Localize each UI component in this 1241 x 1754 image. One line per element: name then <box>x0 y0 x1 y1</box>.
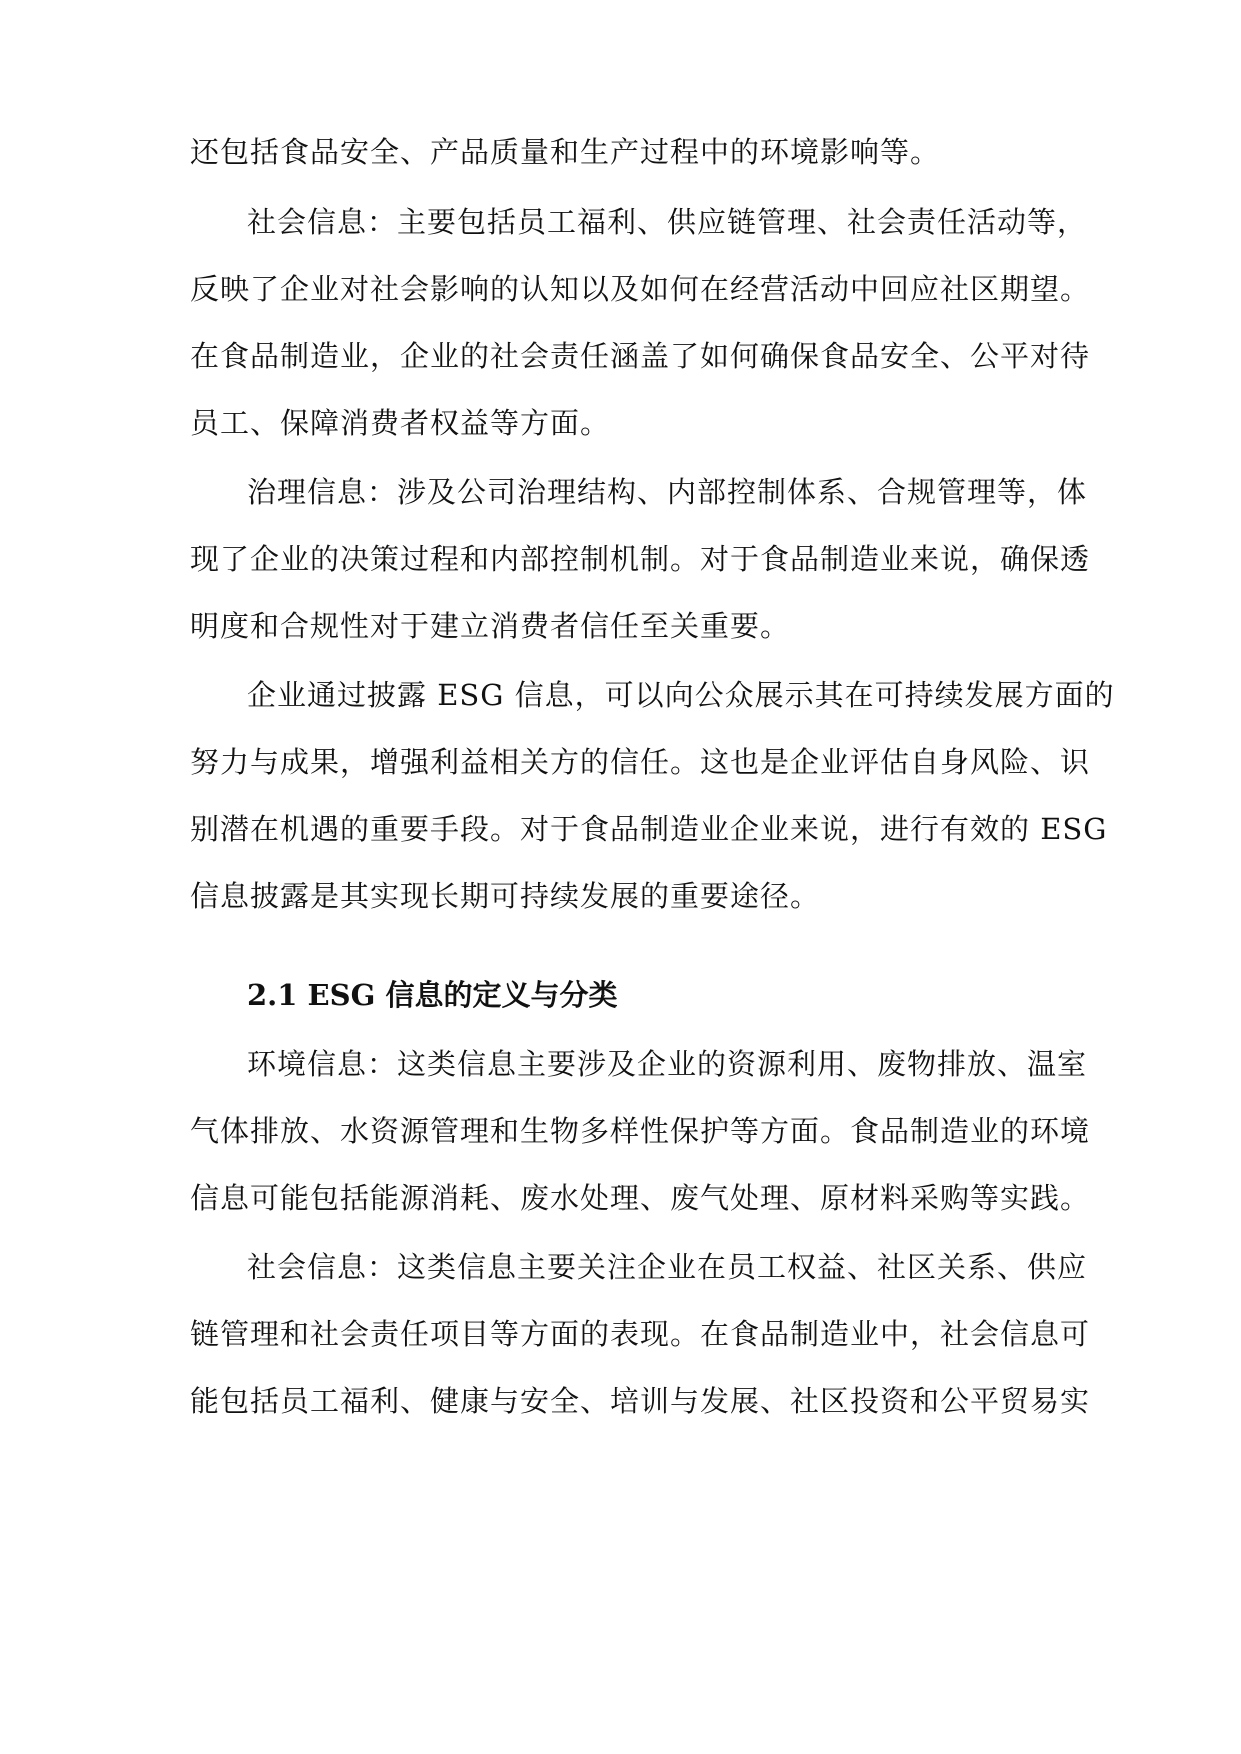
text-line: 员工、保障消费者权益等方面。 <box>190 406 611 440</box>
text-line: 明度和合规性对于建立消费者信任至关重要。 <box>190 609 791 643</box>
text-line: 气体排放、水资源管理和生物多样性保护等方面。食品制造业的环境 <box>190 1114 1091 1148</box>
text-line: 企业通过披露 ESG 信息，可以向公众展示其在可持续发展方面的 <box>247 678 1115 712</box>
text-line: 别潜在机遇的重要手段。对于食品制造业企业来说，进行有效的 ESG <box>190 812 1108 846</box>
text-line: 现了企业的决策过程和内部控制机制。对于食品制造业来说，确保透 <box>190 542 1091 576</box>
text-line: 能包括员工福利、健康与安全、培训与发展、社区投资和公平贸易实 <box>190 1384 1091 1418</box>
text-line: 链管理和社会责任项目等方面的表现。在食品制造业中，社会信息可 <box>190 1317 1091 1351</box>
text-line: 信息可能包括能源消耗、废水处理、废气处理、原材料采购等实践。 <box>190 1181 1091 1215</box>
text-line: 环境信息：这类信息主要涉及企业的资源利用、废物排放、温室 <box>247 1047 1088 1081</box>
text-line: 还包括食品安全、产品质量和生产过程中的环境影响等。 <box>190 135 941 169</box>
text-line: 在食品制造业，企业的社会责任涵盖了如何确保食品安全、公平对待 <box>190 339 1091 373</box>
text-line: 信息披露是其实现长期可持续发展的重要途径。 <box>190 879 821 913</box>
text-line: 社会信息：主要包括员工福利、供应链管理、社会责任活动等， <box>247 205 1088 239</box>
text-line: 社会信息：这类信息主要关注企业在员工权益、社区关系、供应 <box>247 1250 1088 1284</box>
text-line: 反映了企业对社会影响的认知以及如何在经营活动中回应社区期望。 <box>190 272 1091 306</box>
section-heading: 2.1 ESG 信息的定义与分类 <box>247 978 618 1012</box>
text-line: 治理信息：涉及公司治理结构、内部控制体系、合规管理等，体 <box>247 475 1088 509</box>
text-line: 努力与成果，增强利益相关方的信任。这也是企业评估自身风险、识 <box>190 745 1091 779</box>
